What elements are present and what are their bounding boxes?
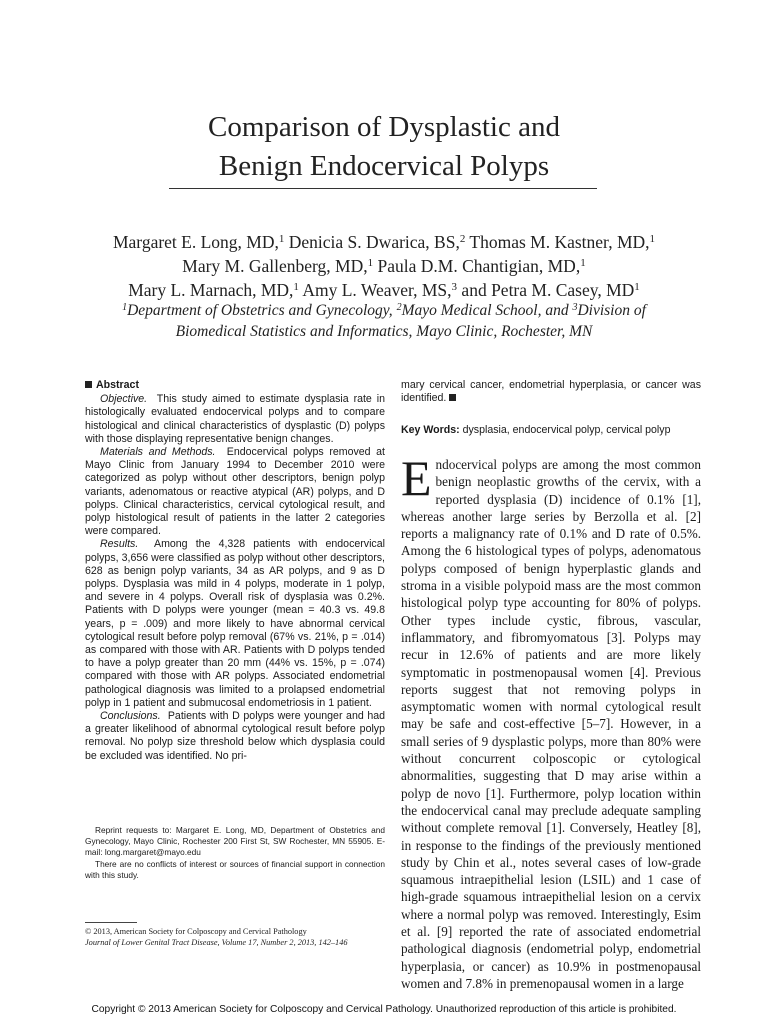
square-end-icon	[449, 394, 456, 401]
keywords-text: dysplasia, endocervical polyp, cervical polyp	[459, 424, 671, 436]
author-affiliation-mark: 1	[278, 233, 285, 245]
keywords-label: Key Words:	[401, 424, 460, 436]
author-name: and Petra M. Casey, MD	[457, 280, 635, 300]
author-line-1	[0, 230, 768, 254]
affiliation-mark: 3	[572, 302, 578, 313]
intro-text: ndocervical polyps are among the most common benign neoplastic growths of the cervix, with a reported dysplasia (D) incidence of 0.1% [1], whereas another large series by Berzolla et al. [2] reports a malignancy rate of 0.1% and D rate of 0.5%. Among the 6 histological types of polyps, adenomatous polyps composed of benign hyperplastic glands and stroma in a visible polypoid mass are the most common histological polyp type accounting for 80% of polyps. Other types include cystic, fibrous, vascular, inflammatory, and fibromyomatous [3]. Polyps may recur in 12.6% of patients and are more likely symptomatic in postmenopausal women [4]. Previous reports suggest that not removing polyps in asymptomatic women with normal cytological result may be safe and cost-effective [5–7]. However, in a small series of 9 dysplastic polyps, more than 80% were without concurrent colposcopic or cytological abnormalities, suggesting that D may arise within a polyp de novo [1]. Furthermore, polyp location within the endocervical canal may preclude adequate sampling without complete removal [1]. Conversely, Heatley [8], in response to the findings of the previously mentioned study by Chin et al., notes several cases of low-grade squamous intraepithelial lesion (LSIL) and 1 case of high-grade squamous intraepithelial lesion on a cervix where a normal polyp was removed. Interestingly, Esim et al. [9] reported the rate of associated endometrial pathological diagnosis (endometrial polyp, endometrial hyperplasia, or cancer) as 10.9% in postmenopausal women and 7.8% in premenopausal women in a large	[401, 457, 701, 991]
drop-cap: E	[401, 450, 432, 506]
author-affiliation-mark: 2	[459, 233, 466, 245]
intro-paragraph	[401, 450, 701, 992]
abstract-continuation	[401, 379, 701, 405]
author-name: Mary L. Marnach, MD,	[128, 280, 294, 300]
abstract-section	[85, 379, 385, 763]
copyright-line: © 2013, American Society for Colposcopy and Cervical Pathology	[85, 927, 307, 936]
affiliation-text: Division of	[577, 302, 646, 319]
journal-citation: Journal of Lower Genital Tract Disease, Volume 17, Number 2, 2013, 142–146	[85, 938, 348, 947]
author-name: Margaret E. Long, MD,	[112, 232, 279, 252]
affiliation-line-2: Biomedical Statistics and Informatics, Mayo Clinic, Rochester, MN	[175, 323, 593, 340]
affiliation-line-1	[0, 300, 768, 321]
author-name: Paula D.M. Chantigian, MD,	[373, 256, 581, 276]
author-list	[0, 230, 768, 302]
abstract-paragraph: Among the 4,328 patients with endocervical polyps, 3,656 were classified as polyp without other descriptors, 628 as benign polyp variants, 34 as AR polyps, and 9 as D polyps. Dysplasia was mild in 4 polyps, moderate in 1 polyp, and severe in 4 polyps. Overall risk of dysplasia was 0.2%. Patients with D polyps were younger (mean = 40.3 vs. 49.8 years, p = .009) and more likely to have abnormal cervical cytological result before polyp removal (67% vs. 21%, p = .014) as compared with those with AR. Patients with D polyps tended to have a polyp greater than 20 mm (44% vs. 15%, p = .074) compared with those with AR polyps. Associated endometrial pathological diagnosis was limited to a prolapsed endometrial polyp in 1 patient and submucosal endometriosis in 1 patient.	[85, 538, 385, 709]
title-divider	[169, 188, 597, 189]
abstract-results	[85, 538, 385, 710]
author-line-3	[0, 278, 768, 302]
abstract-objective	[85, 393, 385, 446]
affiliation-text: Department of Obstetrics and Gynecology,	[127, 302, 397, 319]
author-name: Mary M. Gallenberg, MD,	[182, 256, 368, 276]
author-affiliation-mark: 3	[451, 281, 458, 293]
copyright-divider	[85, 922, 137, 923]
abstract-paragraph: Patients with D polyps were younger and had a greater likelihood of abnormal cytological result before polyp removal. No polyp size threshold below which dysplasia could be excluded was identified. No pri-	[85, 710, 386, 762]
author-name: Denicia S. Dwarica, BS,	[284, 232, 460, 252]
keywords	[401, 424, 701, 437]
page-footer: Copyright © 2013 American Society for Colposcopy and Cervical Pathology. Unauthorized reproduction of this article is prohibited.	[91, 1004, 677, 1015]
author-name: Amy L. Weaver, MS,	[298, 280, 452, 300]
affiliation-mark: 2	[396, 302, 402, 313]
square-bullet-icon	[85, 381, 92, 388]
abstract-paragraph: Endocervical polyps removed at Mayo Clinic from January 1994 to December 2010 were categorized as polyp without other descriptors, benign polyp variants, adenomatous or reactive atypical (AR) polyps, and D polyps. Clinical characteristics, cervical cytological result, and polyp histological result of patients in the latter 2 categories were compared.	[85, 446, 386, 538]
abstract-heading	[85, 379, 385, 392]
author-affiliation-mark: 1	[293, 281, 299, 293]
affiliations	[0, 300, 768, 342]
abstract-heading-text: Abstract	[96, 379, 139, 391]
reprint-note	[85, 825, 385, 881]
conflicts-statement: There are no conflicts of interest or sources of financial support in connection with this study.	[85, 858, 385, 880]
affiliation-mark: 1	[122, 302, 128, 313]
abstract-subheading: Materials and Methods.	[100, 446, 216, 459]
abstract-paragraph: This study aimed to estimate dysplasia rate in histologically evaluated endocervical polyps and to compare histological and clinical characteristics of dysplastic (D) polyps with those displaying representative benign changes.	[85, 393, 385, 445]
title-line-1: Comparison of Dysplastic and	[208, 111, 560, 143]
author-affiliation-mark: 1	[580, 257, 586, 269]
author-affiliation-mark: 1	[367, 257, 374, 269]
author-name: Thomas M. Kastner, MD,	[465, 232, 650, 252]
abstract-methods	[85, 446, 385, 538]
article-title	[0, 108, 768, 186]
abstract-conclusions	[85, 710, 385, 763]
author-affiliation-mark: 1	[649, 233, 656, 245]
body-text	[401, 450, 701, 992]
copyright-block	[85, 926, 405, 948]
affiliation-text: Mayo Medical School, and	[401, 302, 573, 319]
author-affiliation-mark: 1	[634, 281, 640, 293]
title-line-2: Benign Endocervical Polyps	[218, 150, 550, 182]
abstract-subheading: Conclusions.	[100, 710, 161, 723]
abstract-continuation-text: mary cervical cancer, endometrial hyperplasia, or cancer was identified.	[401, 379, 701, 405]
abstract-subheading: Results.	[100, 538, 139, 551]
abstract-subheading: Objective.	[100, 393, 148, 406]
author-line-2	[0, 254, 768, 278]
reprint-requests: Reprint requests to: Margaret E. Long, MD, Department of Obstetrics and Gynecology, Mayo Clinic, Rochester 200 First St, SW Rochester, MN 55905. E-mail: long.margaret@mayo.edu	[85, 825, 385, 858]
